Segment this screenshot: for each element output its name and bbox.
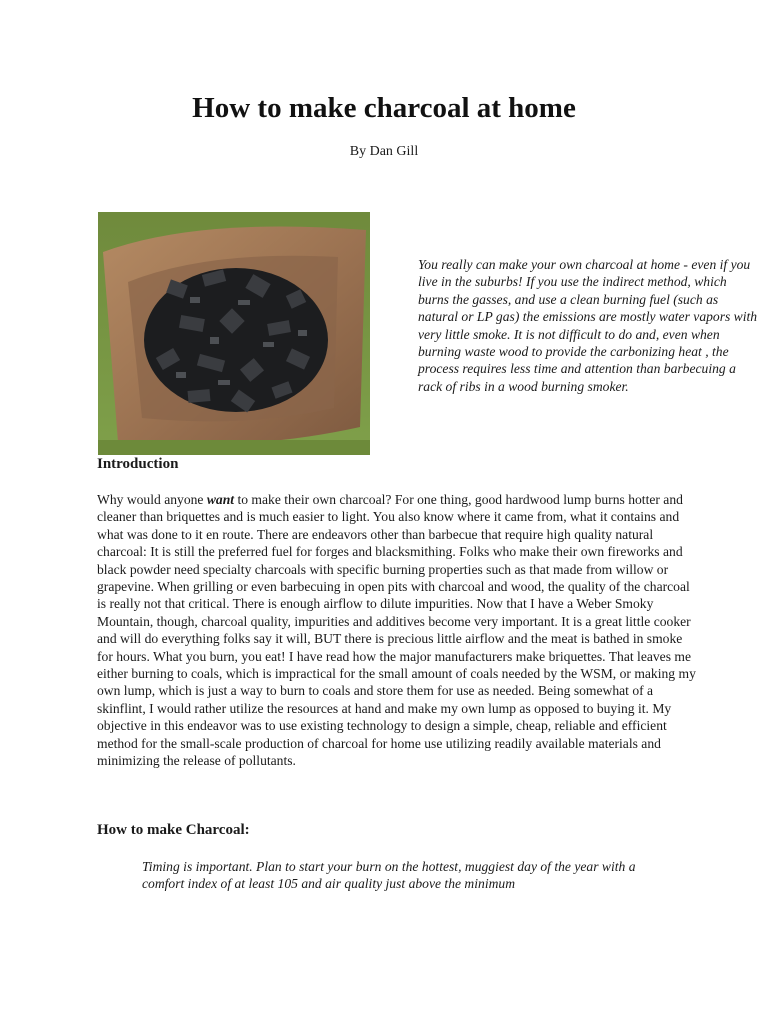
introduction-paragraph xyxy=(97,491,697,770)
intro-rest-text: to make their own charcoal? For one thing, good hardwood lump burns hotter and cleaner than briquettes and is much easier to light. You also know where it came from, what it contains and what was done to it en route. There are endeavors other than barbecue that require high quality natural charcoal: It is still the preferred fuel for forges and blacksmithing. Folks who make their own fireworks and black powder need specialty charcoals with specific burning properties such as that made from willow or grapevine. When grilling or even barbecuing in open pits with charcoal and wood, the quality of the charcoal is really not that critical. There is enough airflow to dilute impurities. Now that I have a Weber Smoky Mountain, though, charcoal quality, impurities and additives become very important. It is a great little cooker and will do everything folks say it will, BUT there is precious little airflow and the meat is bathed in smoke for hours. What you burn, you eat! I have read how the major manufacturers make briquettes. That leaves me either burning to coals, which is impractical for the small amount of coals needed by the WSM, or making my own lump, which is just a way to burn to coals and store them for use as needed. Being somewhat of a skinflint, I would rather utilize the resources at hand and make my own lump as opposed to buying it. My objective in this endeavor was to use existing technology to design a simple, cheap, reliable and efficient method for the small-scale production of charcoal for home use utilizing readily available materials and minimizing the release of pollutants. xyxy=(97,492,696,769)
how-to-paragraph: Timing is important. Plan to start your burn on the hottest, muggiest day of the year with a comfort index of at least 105 and air quality just above the minimum xyxy=(142,859,636,892)
how-to-heading: How to make Charcoal: xyxy=(97,822,250,838)
introduction-heading: Introduction xyxy=(97,456,179,472)
intro-lead-text: Why would anyone xyxy=(97,492,207,507)
emphasis-text: want xyxy=(206,492,235,507)
document-title: How to make charcoal at home xyxy=(192,92,576,124)
author-byline: By Dan Gill xyxy=(349,144,419,159)
charcoal-photo xyxy=(98,212,370,455)
charcoal-wheelbarrow-image xyxy=(98,212,370,455)
intro-pull-quote: You really can make your own charcoal at home - even if you live in the suburbs! If you use the indirect method, which burns the gasses, and use a clean burning fuel (such as natural or LP gas) the emissions are mostly water vapors with very little smoke. It is not difficult to do and, even when burning waste wood to provide the carbonizing heat , the process requires less time and attention than barbecuing a rack of ribs in a wood burning smoker. xyxy=(418,257,758,394)
